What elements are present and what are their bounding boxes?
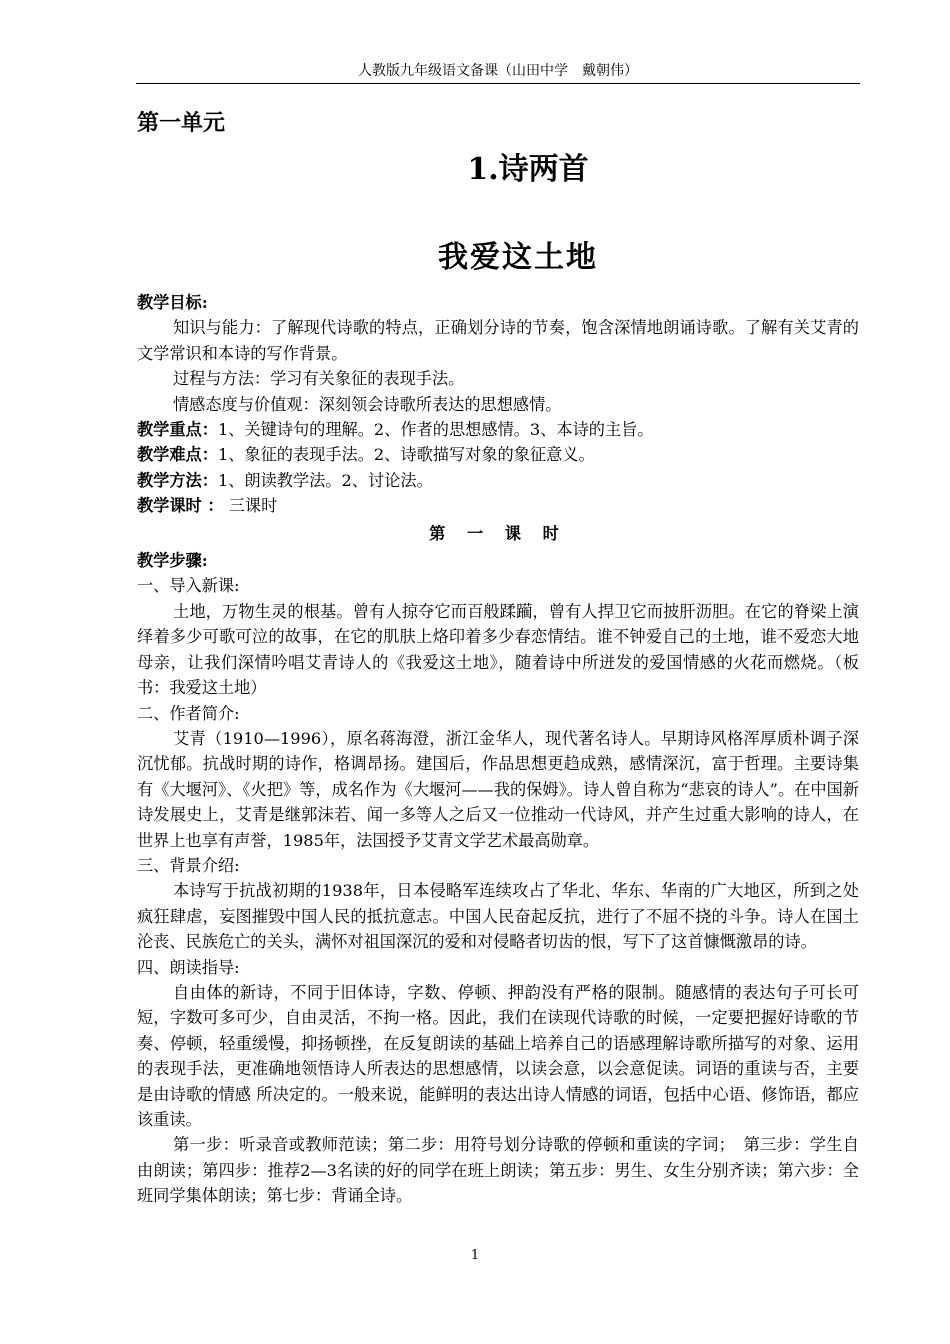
reading-steps: 第一步：听录音或教师范读；第二步：用符号划分诗歌的停顿和重读的字词； 第三步：学生自由朗读；第四步：推荐2—3名读的好的同学在班上朗读；第五步：男生、女生分别齐读；第六步：全班同学集体朗读；第七步：背诵全诗。 bbox=[137, 1135, 859, 1206]
methods-label: 教学方法： bbox=[137, 470, 218, 490]
page-number: 1 bbox=[470, 1248, 480, 1263]
author-body: 艾青（1910—1996），原名蒋海澄，浙江金华人，现代著名诗人。早期诗风格浑厚质朴调子深沉忧郁。抗战时期的诗作，格调昂扬。建国后，作品思想更趋成熟，感情深沉，富于哲理。主要诗集有《大堰河》、《火把》等，成名作为《大堰河——我的保姆》。诗人曾自称为“悲哀的诗人”。在中国新诗发展史上，艾青是继郭沫若、闻一多等人之后又一位推动一代诗风，并产生过重大影响的诗人，在世界上也享有声誉，1985年，法国授予艾青文学艺术最高勋章。 bbox=[137, 728, 859, 850]
methods-text: 1、朗读教学法。2、讨论法。 bbox=[217, 470, 433, 490]
steps-label: 教学步骤: bbox=[137, 551, 208, 571]
intro-heading: 一、导入新课: bbox=[137, 576, 240, 596]
periods-label: 教学课时 ： bbox=[137, 496, 224, 516]
key-points bbox=[137, 417, 859, 442]
objective-emotion: 情感态度与价值观：深刻领会诗歌所表达的思想感情。 bbox=[173, 394, 562, 414]
reading-body: 自由体的新诗，不同于旧体诗，字数、停顿、押韵没有严格的限制。随感情的表达句子可长可短，字数可多可少，自由灵活，不拘一格。因此，我们在读现代诗歌的时候，一定要把握好诗歌的节奏、停顿，轻重缓慢，抑扬顿挫，在反复朗读的基础上培养自己的语感理解诗歌所描写的对象、运用的表现手法，更准确地领悟诗人所表达的思想感情，以读会意，以会意促读。词语的重读与否，主要是由诗歌的情感 所决定的。一般来说，能鲜明的表达出诗人情感的词语，包括中心语、修饰语，都应该重读。 bbox=[137, 982, 859, 1129]
difficulties-label: 教学难点： bbox=[137, 445, 218, 465]
reading-heading: 四、朗读指导: bbox=[137, 957, 240, 977]
unit-title: 第一单元 bbox=[137, 110, 226, 136]
intro-body: 土地，万物生灵的根基。曾有人掠夺它而百般蹂躏，曾有人捍卫它而披肝沥胆。在它的脊梁上演绎着多少可歌可泣的故事，在它的肌肤上烙印着多少春恋情结。谁不钟爱自己的土地，谁不爱恋大地母亲，让我们深情吟唱艾青诗人的《我爱这土地》，随着诗中所迸发的爱国情感的火花而燃烧。（板书：我爱这土地） bbox=[137, 601, 859, 698]
objective-knowledge: 知识与能力：了解现代诗歌的特点，正确划分诗的节奏，饱含深情地朗诵诗歌。了解有关艾青的文学常识和本诗的写作背景。 bbox=[137, 318, 859, 363]
page-header: 人教版九年级语文备课（山田中学 戴朝伟） bbox=[136, 62, 860, 84]
key-points-text: 1、关键诗句的理解。2、作者的思想感情。3、本诗的主旨。 bbox=[217, 420, 654, 440]
background-body: 本诗写于抗战初期的1938年，日本侵略军连续攻占了华北、华东、华南的广大地区，所到之处疯狂肆虐，妄图摧毁中国人民的抵抗意志。中国人民奋起反抗，进行了不屈不挠的斗争。诗人在国土沦丧、民族危亡的关头，满怀对祖国深沉的爱和对侵略者切齿的恨，写下了这首慷慨激昂的诗。 bbox=[137, 881, 859, 952]
periods-text: 三课时 bbox=[223, 496, 278, 516]
objectives-label: 教学目标: bbox=[137, 293, 208, 312]
key-points-label: 教学重点： bbox=[137, 420, 218, 440]
period-title: 第 一 课 时 bbox=[429, 523, 567, 543]
methods bbox=[137, 468, 859, 493]
objective-process: 过程与方法：学习有关象征的表现手法。 bbox=[173, 369, 465, 389]
poem-title: 我爱这土地 bbox=[438, 240, 598, 275]
background-heading: 三、背景介绍: bbox=[137, 855, 240, 875]
difficulties-text: 1、象征的表现手法。2、诗歌描写对象的象征意义。 bbox=[217, 445, 595, 465]
page-content bbox=[137, 108, 859, 1209]
lesson-title: 1.诗两首 bbox=[467, 152, 589, 187]
author-heading: 二、作者简介: bbox=[137, 703, 240, 723]
periods bbox=[137, 493, 859, 518]
difficulties bbox=[137, 442, 859, 467]
